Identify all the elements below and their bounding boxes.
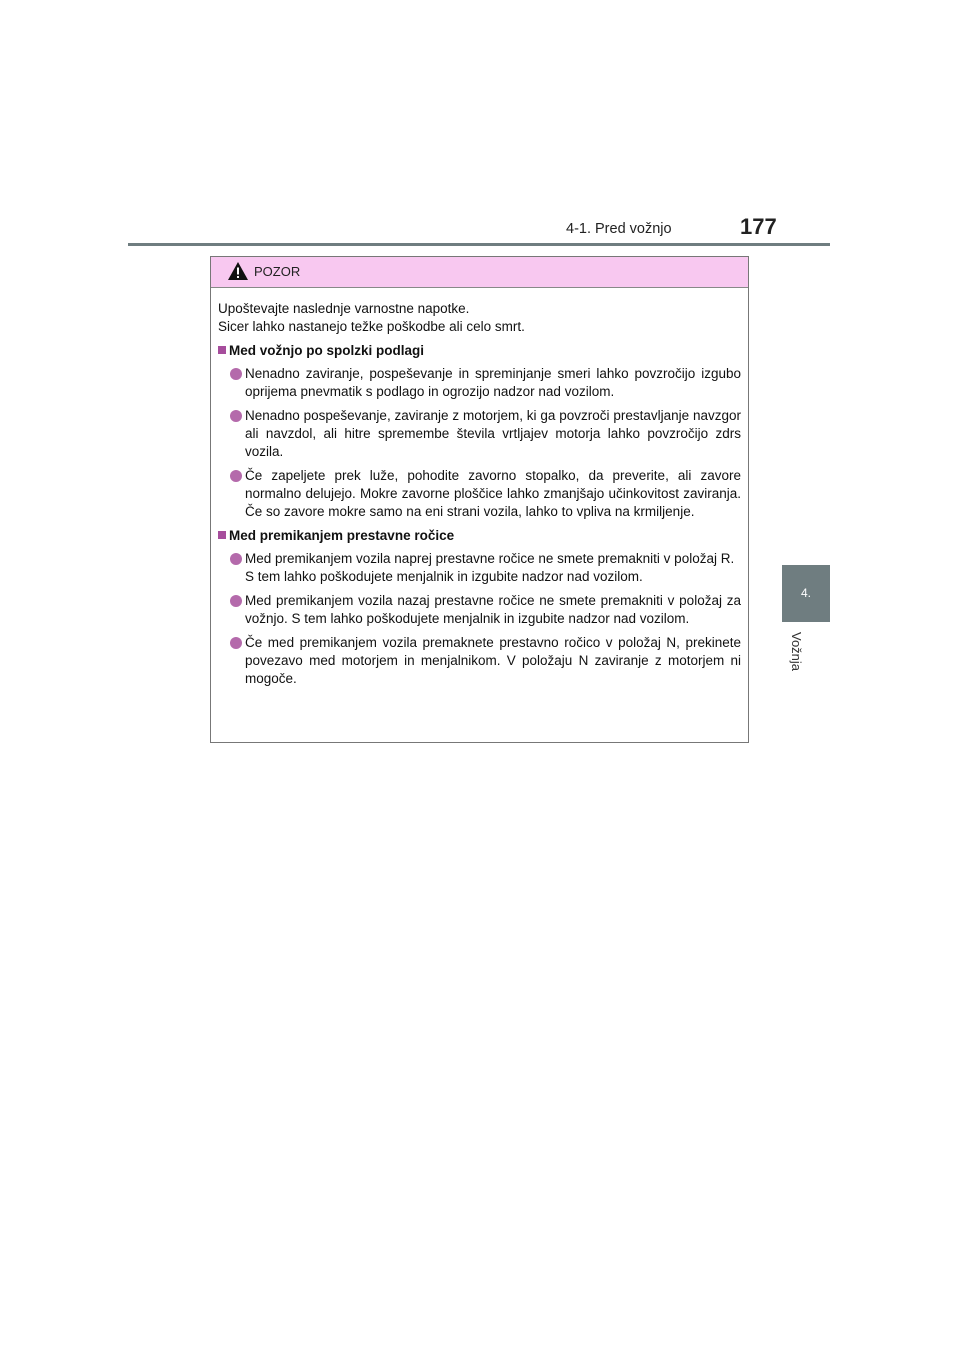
dot-bullet-icon (230, 410, 242, 422)
list-item (218, 407, 741, 461)
list-item (218, 365, 741, 401)
warning-intro (218, 300, 741, 336)
page-number: 177 (740, 214, 777, 239)
header-divider (128, 243, 830, 246)
list-item-text: Če zapeljete prek luže, pohodite zavorno stopalko, da preverite, ali zavore normalno delujejo. Mokre zavorne ploščice lahko zmanjšajo učinkovitost zaviranja. Če so zavore mokre samo na eni strani vozila, lahko to vpliva na krmiljenje. (245, 468, 741, 519)
list-item-text: Če med premikanjem vozila premaknete prestavno ročico v položaj N, prekinete povezavo med motorjem in menjalnikom. V položaju N zaviranje z motorjem ni mogoče. (245, 635, 741, 686)
section-heading-text: Med premikanjem prestavne ročice (229, 528, 455, 543)
list-item (218, 634, 741, 688)
dot-bullet-icon (230, 470, 242, 482)
dot-bullet-icon (230, 368, 242, 380)
list-item-text: Nenadno pospeševanje, zaviranje z motorjem, ki ga povzroči prestavljanje navzgor ali navzdol, ali hitre spremembe števila vrtljajev motorja lahko povzročijo zdrs vozila. (245, 408, 741, 459)
square-bullet-icon (218, 346, 226, 354)
list-item-text: Nenadno zaviranje, pospeševanje in spreminjanje smeri lahko povzročijo izgubo oprijema pnevmatik s podlago in ogrozijo nadzor nad vozilom. (245, 366, 741, 399)
dot-bullet-icon (230, 595, 242, 607)
warning-header (211, 257, 748, 288)
list-item-text: Med premikanjem vozila nazaj prestavne ročice ne smete premakniti v položaj za vožnjo. S tem lahko poškodujete menjalnik in izgubite nadzor nad vozilom. (245, 593, 741, 626)
chapter-tab[interactable] (782, 565, 830, 622)
dot-bullet-icon (230, 553, 242, 565)
list-item (218, 592, 741, 628)
list-item-text-extra: S tem lahko poškodujete menjalnik in izgubite nadzor nad vozilom. (245, 569, 643, 584)
chapter-title: Vožnja (789, 632, 804, 672)
warning-title: POZOR (254, 264, 301, 279)
section-heading (218, 527, 741, 545)
chapter-number: 4. (800, 586, 811, 600)
list-item (218, 550, 741, 586)
dot-bullet-icon (230, 637, 242, 649)
warning-body (211, 288, 748, 688)
intro-line: Sicer lahko nastanejo težke poškodbe ali celo smrt. (218, 319, 525, 334)
section-heading-text: Med vožnjo po spolzki podlagi (229, 343, 424, 358)
warning-box (210, 256, 749, 743)
section-heading (218, 342, 741, 360)
list-item-text: Med premikanjem vozila naprej prestavne ročice ne smete premakniti v položaj R. (245, 551, 735, 566)
warning-triangle-icon (227, 261, 249, 281)
list-item (218, 467, 741, 521)
intro-line: Upoštevajte naslednje varnostne napotke. (218, 301, 470, 316)
header-section-title: 4-1. Pred vožnjo (566, 221, 672, 237)
square-bullet-icon (218, 531, 226, 539)
